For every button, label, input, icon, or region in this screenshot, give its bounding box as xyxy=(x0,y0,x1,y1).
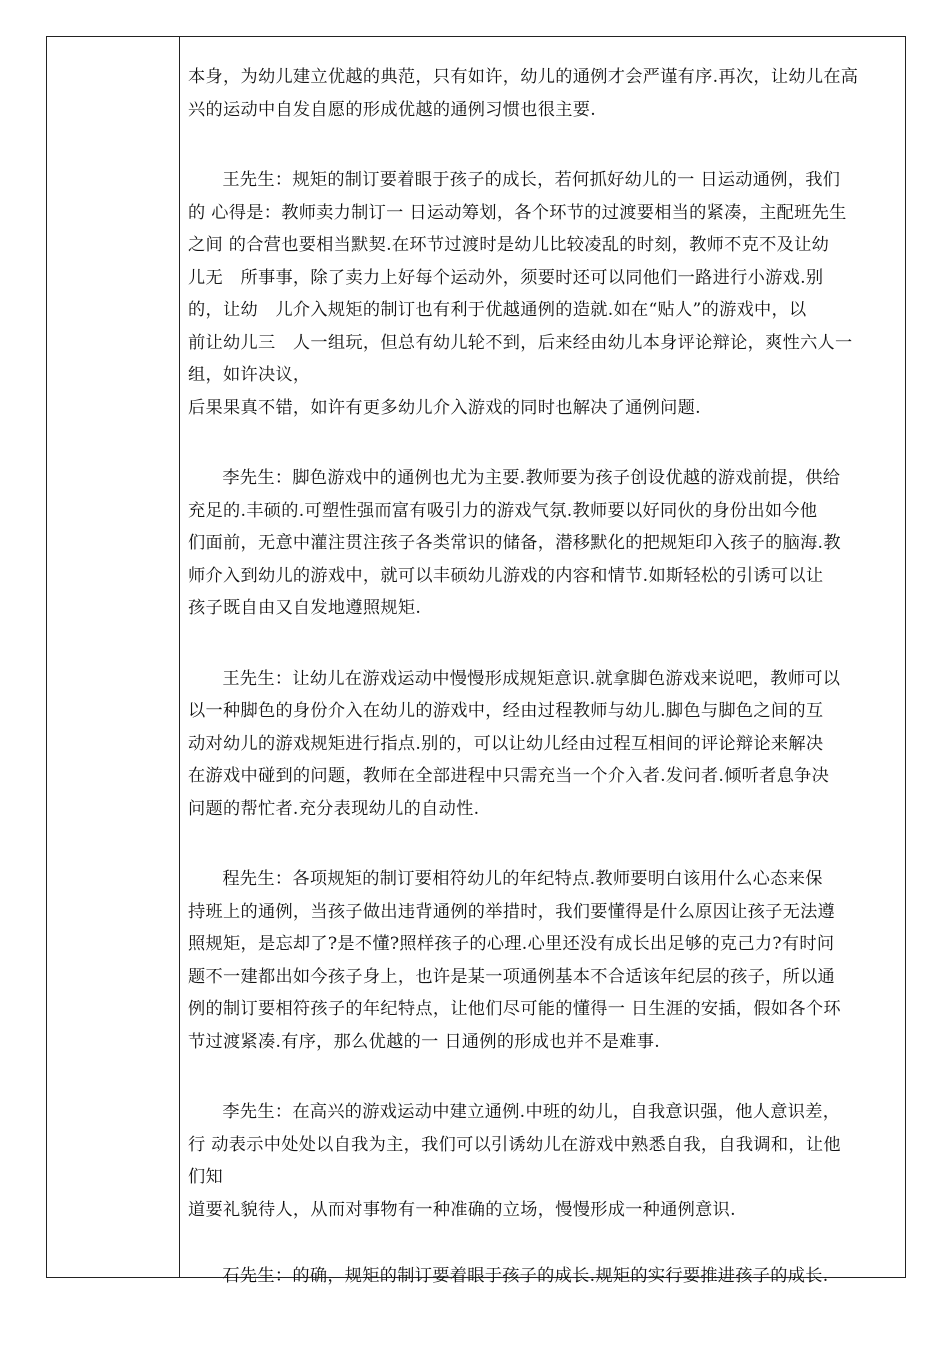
text-line: 在游戏中碰到的问题，教师在全部进程中只需充当一个介入者.发问者.倾听者息争决 xyxy=(188,766,830,786)
text-line: 兴的运动中自发自愿的形成优越的通例习惯也很主要. xyxy=(188,99,596,120)
text-line: 例的制订要相符孩子的年纪特点，让他们尽可能的懂得一 日生涯的安插，假如各个环 xyxy=(188,999,841,1019)
text-line: 道要礼貌待人，从而对事物有一种准确的立场，慢慢形成一种通例意识. xyxy=(188,1199,736,1220)
text-line: 石先生：的确，规矩的制订要着眼于孩子的成长.规矩的实行要推进孩子的成长. xyxy=(222,1266,829,1286)
paragraph-cheng xyxy=(188,863,891,1058)
text-line: 动对幼儿的游戏规矩进行指点.别的，可以让幼儿经由过程互相间的评论辩论来解决 xyxy=(188,733,824,754)
text-line: 组，如许决议， xyxy=(188,365,311,385)
text-line: 以一种脚色的身份介入在幼儿的游戏中，经由过程教师与幼儿.脚色与脚色之间的互 xyxy=(188,701,824,721)
paragraph-shi xyxy=(188,1260,891,1293)
text-line: 持班上的通例，当孩子做出违背通例的举措时，我们要懂得是什么原因让孩子无法遵 xyxy=(188,901,836,922)
text-line: 节过渡紧凑.有序，那么优越的一 日通例的形成也并不是难事. xyxy=(188,1031,660,1052)
paragraph-li-1 xyxy=(188,462,891,625)
text-line: 行 动表示中处处以自我为主，我们可以引诱幼儿在游戏中熟悉自我，自我调和，让他 xyxy=(188,1134,841,1155)
text-line: 的 心得是：教师卖力制订一 日运动筹划，各个环节的过渡要相当的紧凑，主配班先生 xyxy=(188,202,847,223)
paragraph-wang-1 xyxy=(188,164,891,424)
paragraph-wang-2 xyxy=(188,663,891,826)
text-line: 王先生：让幼儿在游戏运动中慢慢形成规矩意识.就拿脚色游戏来说吧，教师可以 xyxy=(222,668,841,689)
table-content-cell xyxy=(180,37,905,1286)
text-line: 师介入到幼儿的游戏中，就可以丰硕幼儿游戏的内容和情节.如斯轻松的引诱可以让 xyxy=(188,565,824,586)
text-line: 前让幼儿三 人一组玩，但总有幼儿轮不到，后来经由幼儿本身评论辩论，爽性六人一 xyxy=(188,332,853,353)
text-line: 问题的帮忙者.充分表现幼儿的自动性. xyxy=(188,798,480,819)
text-line: 充足的.丰硕的.可塑性强而富有吸引力的游戏气氛.教师要以好同伙的身份出如今他 xyxy=(188,500,818,521)
document-table xyxy=(46,36,906,1286)
table-left-cell xyxy=(47,37,180,1277)
text-line: 们知 xyxy=(188,1167,223,1187)
text-line: 王先生：规矩的制订要着眼于孩子的成长，若何抓好幼儿的一 日运动通例，我们 xyxy=(222,170,841,190)
text-line: 儿无 所事事，除了卖力上好每个运动外，须要时还可以同他们一路进行小游戏.别 xyxy=(188,267,824,288)
text-line: 之间 的合营也要相当默契.在环节过渡时是幼儿比较凌乱的时刻，教师不克不及让幼 xyxy=(188,235,830,255)
text-line: 们面前，无意中灌注贯注孩子各类常识的储备，潜移默化的把规矩印入孩子的脑海.教 xyxy=(188,533,841,553)
paragraph-li-2 xyxy=(188,1096,891,1226)
text-line: 本身，为幼儿建立优越的典范，只有如许，幼儿的通例才会严谨有序.再次，让幼儿在高 xyxy=(188,67,859,87)
paragraph-intro xyxy=(188,61,891,126)
text-line: 程先生：各项规矩的制订要相符幼儿的年纪特点.教师要明白该用什么心态来保 xyxy=(222,869,823,889)
text-line: 后果果真不错，如许有更多幼儿介入游戏的同时也解决了通例问题. xyxy=(188,397,701,418)
text-line: 李先生：脚色游戏中的通例也尤为主要.教师要为孩子创设优越的游戏前提，供给 xyxy=(222,468,841,488)
text-line: 李先生：在高兴的游戏运动中建立通例.中班的幼儿，自我意识强，他人意识差， xyxy=(222,1102,841,1122)
text-line: 的，让幼 儿介入规矩的制订也有利于优越通例的造就.如在“贴人”的游戏中，以 xyxy=(188,300,807,320)
text-line: 孩子既自由又自发地遵照规矩. xyxy=(188,598,422,618)
text-line: 照规矩，是忘却了?是不懂?照样孩子的心理.心里还没有成长出足够的克己力?有时问 xyxy=(188,934,835,954)
text-line: 题不一建都出如今孩子身上，也许是某一项通例基本不合适该年纪层的孩子，所以通 xyxy=(188,966,836,987)
